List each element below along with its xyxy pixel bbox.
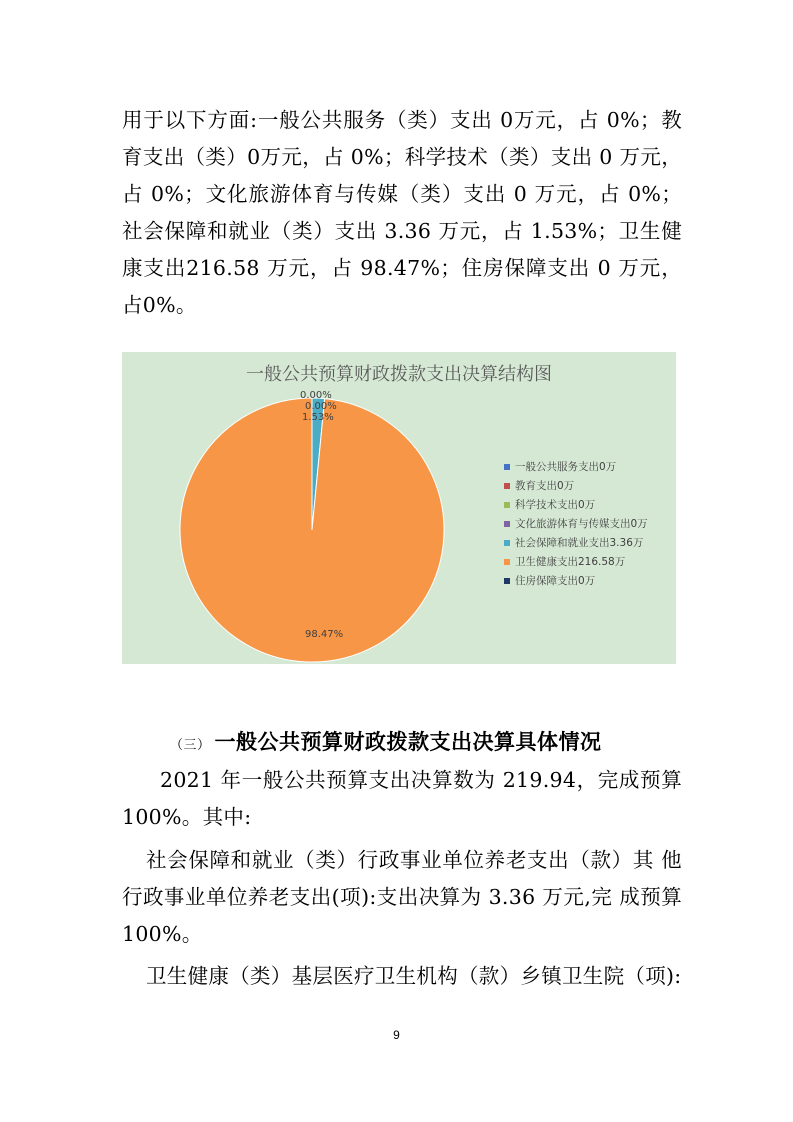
legend-swatch [504, 559, 510, 565]
legend-swatch [504, 464, 510, 470]
page-number: 9 [393, 1028, 400, 1042]
data-label-1: 1.53% [302, 412, 334, 423]
pie-chart [122, 352, 676, 664]
paragraph-health: 卫生健康（类）基层医疗卫生机构（款）乡镇卫生院（项): [146, 964, 682, 988]
paragraph-total-expense: 2021 年一般公共预算支出决算数为 219.94，完成预算100%。其中: [122, 768, 682, 829]
section-heading [170, 726, 602, 756]
legend-swatch [504, 483, 510, 489]
legend-label: 教育支出0万 [515, 480, 575, 492]
paragraph-social-security: 社会保障和就业（类）行政事业单位养老支出（款）其 他行政事业单位养老支出(项):支出决算为 3.36 万元,完 成预算 100%。 [122, 848, 682, 946]
legend-swatch [504, 578, 510, 584]
data-label-3: 98.47% [305, 629, 344, 640]
legend-label: 卫生健康支出216.58万 [515, 556, 626, 568]
section-number: （三） [170, 738, 211, 753]
legend-swatch [504, 540, 510, 546]
section-title: 一般公共预算财政拨款支出决算具体情况 [214, 729, 602, 754]
legend-label: 社会保障和就业支出3.36万 [515, 537, 644, 549]
legend-label: 文化旅游体育与传媒支出0万 [515, 518, 648, 530]
paragraph-expense-breakdown: 用于以下方面:一般公共服务（类）支出 0万元，占 0%；教育支出（类）0万元，占 0%；科学技术（类）支出 0 万元，占 0%；文化旅游体育与传媒（类）支出 0 万元，占 0%；社会保障和就业（类）支出 3.36 万元，占 1.53%；卫生健康支出216.58 万元，占 98.47%；住房保障支出 0 万元，占0%。 [122, 108, 682, 317]
chart-legend [504, 458, 648, 591]
legend-item [504, 496, 648, 515]
legend-item [504, 553, 648, 572]
legend-item [504, 572, 648, 591]
legend-label: 住房保障支出0万 [515, 575, 596, 587]
legend-swatch [504, 502, 510, 508]
legend-swatch [504, 521, 510, 527]
legend-label: 科学技术支出0万 [515, 499, 596, 511]
legend-item [504, 458, 648, 477]
legend-item [504, 477, 648, 496]
chart-title: 一般公共预算财政拨款支出决算结构图 [246, 364, 552, 385]
legend-item [504, 534, 648, 553]
pie-slice-5 [180, 398, 444, 662]
data-label-2: 0.00% [305, 401, 337, 412]
legend-label: 一般公共服务支出0万 [515, 461, 617, 473]
data-label-0: 0.00% [300, 390, 332, 401]
legend-item [504, 515, 648, 534]
